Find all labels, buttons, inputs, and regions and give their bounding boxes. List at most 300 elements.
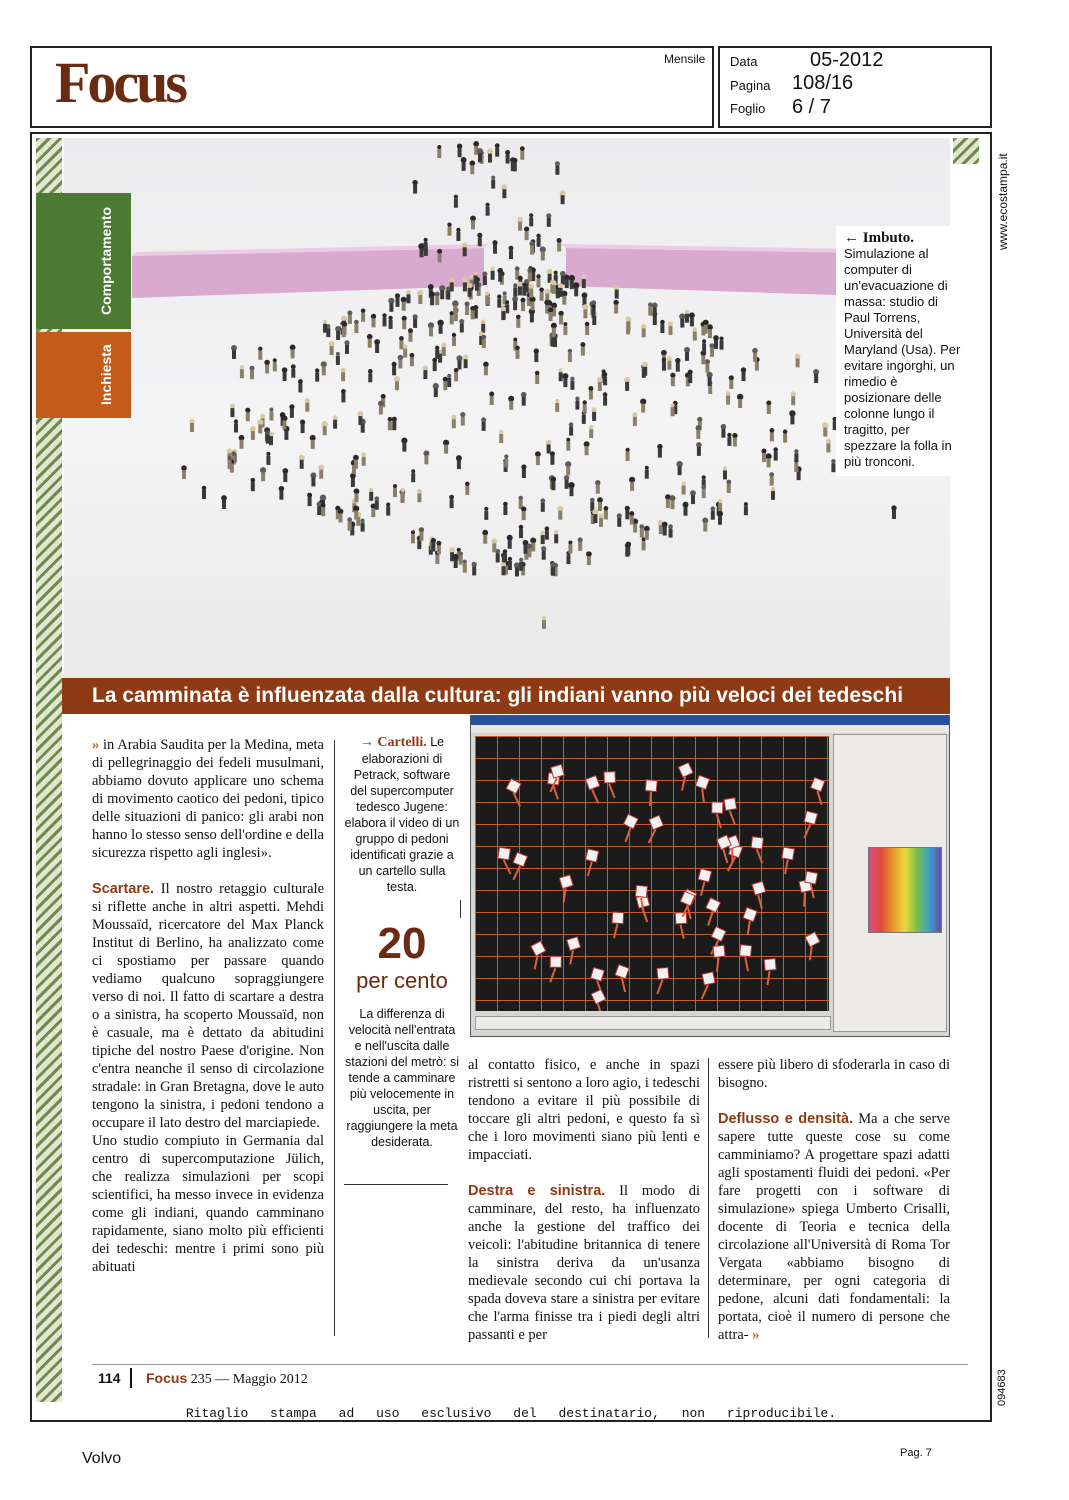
crowd-person-body: [410, 357, 414, 366]
crowd-person: [472, 562, 477, 567]
crowd-person: [551, 562, 556, 567]
crowd-person: [342, 322, 347, 327]
crowd-person-body: [478, 153, 482, 162]
crowd-person-body: [666, 499, 670, 508]
crowd-figures: [181, 141, 897, 629]
crowd-person-body: [317, 506, 321, 515]
crowd-person-body: [583, 405, 587, 414]
crowd-simulation-image: [64, 138, 950, 678]
crowd-person-body: [323, 426, 327, 435]
crowd-person: [723, 466, 727, 470]
crowd-person-body: [383, 317, 387, 326]
pedestrian-trajectory: [723, 849, 727, 863]
crowd-person-body: [411, 534, 415, 543]
crowd-person-body: [468, 288, 472, 297]
crowd-person-body: [465, 306, 469, 315]
crowd-person-body: [502, 566, 506, 575]
crowd-person: [336, 352, 340, 356]
crowd-person-body: [458, 148, 462, 157]
crowd-person: [770, 428, 775, 433]
crowd-person-body: [585, 326, 589, 335]
crowd-person-body: [341, 393, 345, 402]
crowd-person-body: [678, 466, 682, 475]
crowd-person-body: [401, 492, 405, 501]
crowd-person-body: [456, 232, 460, 241]
crowd-person-body: [282, 420, 286, 429]
pedestrian-trajectory: [702, 789, 704, 803]
crowd-person-body: [680, 319, 684, 328]
crowd-person-body: [461, 417, 465, 426]
crowd-person-body: [450, 315, 454, 324]
crowd-person: [555, 399, 559, 403]
crowd-person: [582, 275, 587, 280]
crowd-person-body: [726, 396, 730, 405]
crowd-person-body: [438, 253, 442, 262]
crowd-person-body: [770, 477, 774, 486]
crowd-person-body: [566, 442, 570, 451]
crowd-person-body: [794, 463, 798, 472]
crowd-person-body: [774, 452, 778, 461]
crowd-person-body: [361, 313, 365, 322]
crowd-person: [457, 144, 462, 149]
crowd-person: [460, 412, 465, 417]
crowd-person: [645, 466, 649, 470]
stat-value: 20: [377, 919, 427, 968]
stat-description: La differenza di velocità nell'entrata e nell'uscita dalle stazioni del metrò: si tende a camminare più velocemente in uscita, per raggiungere la meta desiderata.: [345, 1007, 459, 1149]
crowd-person: [521, 298, 526, 303]
crowd-person-body: [663, 527, 667, 536]
pedestrian-marker: [698, 869, 711, 882]
crowd-person-body: [323, 324, 327, 333]
crowd-person-body: [354, 511, 358, 520]
crowd-person: [228, 456, 232, 460]
crowd-person-body: [407, 294, 411, 303]
crowd-person: [709, 343, 714, 348]
crowd-person: [454, 368, 459, 373]
crowd-person-body: [471, 220, 475, 229]
crowd-person-body: [515, 568, 519, 577]
crowd-person: [551, 477, 556, 482]
crowd-person: [401, 488, 405, 492]
crowd-person-body: [474, 275, 478, 284]
crowd-person-body: [266, 435, 270, 444]
crowd-person-body: [599, 518, 603, 527]
crowd-person-body: [814, 374, 818, 383]
crowd-person: [446, 286, 450, 290]
crowd-person-body: [435, 296, 439, 305]
crowd-person-body: [519, 529, 523, 538]
crowd-person-body: [368, 373, 372, 382]
col3-paragraph-2: Il modo di camminare, del resto, ha influenzato anche la gestione del traffico dei veicoli: l'abitudine britannica di tenere la sinistra deriva da un'usanza medievale secondo cui chi portava la spada doveva stare a sinistra per evitare che l'arma finisse tra i piedi degli altri passanti e per: [468, 1183, 700, 1343]
crowd-person-body: [182, 470, 186, 479]
col4-paragraph-2: Ma a che serve sapere tutte queste cose su come camminiamo? A progettare spazi adatti agli spostamenti fluidi dei pedoni. «Per fare progetti con i software di simulazione» spiega Umberto Crisalli, docente di Teoria e tecnica della circolazione all'Università di Roma Tor Vergata «abbiamo bisogno di determinare, per ogni categoria di pedone, alcuni dati fondamentali: la portata, cioè il numero di persone che attra-: [718, 1111, 951, 1343]
pedestrian-trajectory: [535, 955, 538, 969]
crowd-person-body: [437, 149, 441, 158]
crowd-person: [333, 415, 338, 420]
crowd-person: [682, 482, 686, 486]
crowd-person: [546, 213, 551, 218]
crowd-person-body: [273, 362, 277, 371]
footer-issue: [146, 1370, 308, 1388]
crowd-person-body: [568, 353, 572, 362]
crowd-person-body: [454, 559, 458, 568]
pedestrian-markers: [498, 763, 825, 1011]
crowd-person-body: [392, 366, 396, 375]
pedestrian-trajectory: [622, 978, 625, 992]
clipping-notice: Ritaglio stampa ad uso esclusivo del destinatario, non riproducibile.: [185, 1406, 837, 1421]
crowd-person-body: [354, 324, 358, 333]
crowd-person-body: [358, 416, 362, 425]
crowd-person-body: [522, 511, 526, 520]
crowd-person: [392, 362, 397, 367]
control-panel: [833, 734, 947, 1032]
col3-paragraph-1: al contatto fisico, e anche in spazi ristretti si sentono a loro agio, i tedeschi tendono a evitare il più possibile di toccare gli altri pedoni, e questo fa sì che i loro movimenti siano più lenti e impacciati.: [468, 1057, 700, 1163]
crowd-person-body: [450, 282, 454, 291]
crowd-person: [575, 397, 579, 401]
crowd-person: [614, 285, 619, 290]
crowd-person-body: [557, 243, 561, 252]
stat-rule: [344, 1184, 448, 1185]
crowd-person: [477, 233, 482, 238]
crowd-person-body: [753, 353, 757, 362]
crowd-person-body: [269, 412, 273, 421]
section-tab-inchiesta: [36, 332, 131, 418]
crowd-person: [629, 511, 634, 516]
pedestrian-marker: [506, 779, 521, 794]
crowd-person-body: [552, 328, 556, 337]
crowd-person-body: [633, 524, 637, 533]
crowd-person: [626, 448, 630, 452]
pedestrian-marker: [531, 941, 546, 956]
crowd-person-body: [478, 237, 482, 246]
crowd-person-body: [463, 564, 467, 573]
crowd-person: [719, 337, 723, 341]
crowd-person: [657, 444, 662, 449]
crowd-person: [536, 274, 540, 278]
crowd-person: [558, 283, 564, 289]
crowd-person: [190, 419, 195, 424]
crowd-person-body: [258, 351, 262, 360]
pedestrian-marker: [805, 932, 820, 947]
crowd-person: [583, 400, 587, 404]
crowd-person: [662, 358, 666, 362]
crowd-person-body: [403, 349, 407, 358]
crowd-person-body: [463, 247, 467, 256]
crowd-person: [230, 404, 235, 409]
crowd-person-body: [492, 543, 496, 552]
crowd-person-body: [671, 500, 675, 509]
crowd-person: [795, 354, 801, 360]
crowd-person: [347, 311, 352, 316]
crowd-person: [361, 309, 366, 314]
hero-caption: [836, 226, 966, 476]
crowd-person-body: [348, 522, 352, 531]
crowd-person-body: [413, 185, 417, 194]
crowd-person: [181, 465, 187, 471]
crowd-person: [660, 320, 665, 325]
crowd-person: [675, 358, 680, 363]
crowd-person: [361, 519, 365, 523]
crowd-person-body: [589, 429, 593, 438]
crowd-person-body: [251, 431, 255, 440]
pedestrian-marker: [695, 775, 709, 789]
crowd-person: [491, 176, 495, 180]
crowd-person: [513, 338, 517, 342]
crowd-person: [315, 368, 319, 372]
crowd-person: [668, 524, 673, 529]
crowd-person-body: [481, 324, 485, 333]
pedestrian-trajectory: [701, 882, 705, 896]
crowd-person-body: [261, 472, 265, 481]
pedestrian-trajectory: [757, 849, 763, 863]
crowd-person-body: [497, 299, 501, 308]
crowd-person: [266, 430, 270, 434]
crowd-person-body: [554, 534, 558, 543]
pedestrian-marker: [551, 764, 565, 778]
pedestrian-trajectory: [811, 884, 814, 898]
crowd-person-body: [462, 162, 466, 171]
crowd-person: [766, 401, 771, 406]
pedestrian-trajectory: [687, 905, 690, 919]
crowd-person: [536, 234, 540, 238]
crowd-person: [527, 544, 532, 549]
crowd-person: [503, 291, 507, 295]
crowd-person-body: [418, 295, 422, 304]
crowd-person-body: [542, 551, 546, 560]
crowd-person-body: [565, 480, 569, 489]
crowd-person: [240, 365, 244, 369]
crowd-person-body: [583, 309, 587, 318]
crowd-person-body: [783, 434, 787, 443]
crowd-person-body: [826, 443, 830, 452]
crowd-person-body: [495, 148, 499, 157]
footer-rule: [92, 1364, 968, 1365]
crowd-person-body: [503, 554, 507, 563]
crowd-person: [693, 327, 697, 331]
crowd-person-body: [439, 325, 443, 334]
crowd-person: [534, 348, 539, 353]
crowd-person-body: [522, 397, 526, 406]
crowd-person: [598, 513, 603, 518]
document-page: Pag. 7: [900, 1447, 932, 1459]
crowd-person: [551, 280, 556, 285]
crowd-person-body: [396, 298, 400, 307]
crowd-person-body: [702, 343, 706, 352]
crowd-person-body: [714, 340, 718, 349]
crowd-person-body: [457, 460, 461, 469]
crowd-person-body: [490, 396, 494, 405]
crowd-person-body: [659, 525, 663, 534]
crowd-person: [450, 311, 454, 315]
crowd-person: [762, 449, 767, 454]
petrack-screenshot: [470, 715, 950, 1037]
pedestrian-trajectory: [564, 888, 566, 902]
crowd-person: [443, 377, 448, 382]
page-number: 114: [98, 1370, 121, 1386]
crowd-person-body: [251, 482, 255, 491]
footer-issue-text: 235 — Maggio 2012: [190, 1372, 308, 1387]
crowd-person-body: [424, 455, 428, 464]
crowd-person-body: [733, 438, 737, 447]
crowd-person: [375, 496, 380, 501]
crowd-person: [501, 306, 507, 312]
crowd-person: [701, 485, 706, 490]
crowd-person: [300, 420, 305, 425]
crowd-person-body: [585, 446, 589, 455]
crowd-person: [688, 370, 693, 375]
crowd-person: [625, 506, 630, 511]
article-column-3: [468, 1056, 700, 1344]
crowd-person-body: [794, 453, 798, 462]
crowd-person: [732, 433, 737, 438]
crowd-person-body: [393, 488, 397, 497]
cartelli-caption: [344, 734, 460, 895]
crowd-person: [266, 452, 270, 456]
crowd-person-body: [341, 372, 345, 381]
crowd-person-body: [598, 382, 602, 391]
crowd-person: [517, 217, 523, 223]
crowd-person-body: [234, 424, 238, 433]
crowd-person-body: [738, 399, 742, 408]
crowd-person: [617, 513, 622, 518]
crowd-person: [435, 292, 440, 297]
section-tab-comportamento: [36, 193, 131, 329]
crowd-person: [402, 316, 407, 321]
crowd-person-body: [537, 278, 541, 287]
crowd-person-body: [444, 445, 448, 454]
col1-lead-scartare: Scartare.: [92, 881, 155, 897]
crowd-person-body: [603, 376, 607, 385]
crowd-person-body: [625, 510, 629, 519]
pedestrian-trajectory: [682, 777, 685, 791]
pedestrian-trajectory: [570, 950, 573, 964]
crowd-person: [826, 439, 831, 444]
crowd-person: [344, 340, 349, 345]
crowd-person: [670, 373, 675, 378]
crowd-person-body: [559, 372, 563, 381]
crowd-person: [569, 422, 574, 427]
crowd-person: [503, 502, 508, 507]
pedestrian-marker: [615, 965, 629, 979]
crowd-person-body: [232, 350, 236, 359]
crowd-person: [447, 374, 451, 378]
pedestrian-trajectory: [681, 925, 684, 939]
crowd-person: [459, 552, 463, 556]
pedestrian-marker: [623, 814, 638, 829]
crowd-person-body: [708, 385, 712, 394]
crowd-person-body: [563, 378, 567, 387]
section-tab-inchiesta-label: Inchiesta: [98, 344, 114, 406]
pedestrian-trajectory: [598, 1003, 602, 1011]
crowd-person-body: [339, 514, 343, 523]
crowd-person: [258, 347, 262, 351]
crowd-person-body: [643, 367, 647, 376]
crowd-person: [386, 503, 390, 507]
pedestrian-trajectory: [649, 829, 656, 843]
crowd-person-body: [658, 449, 662, 458]
pedestrian-marker: [782, 847, 795, 860]
crowd-person-body: [513, 301, 517, 310]
foglio-value: 6 / 7: [792, 96, 831, 118]
crowd-person: [307, 493, 312, 498]
crowd-person-body: [368, 339, 372, 348]
crowd-person: [744, 502, 748, 506]
crowd-person-body: [402, 302, 406, 311]
crowd-person-body: [375, 344, 379, 353]
crowd-person: [578, 537, 583, 542]
crowd-person: [518, 496, 523, 501]
crowd-person-body: [443, 381, 447, 390]
pedestrian-trajectory: [804, 893, 805, 907]
crowd-person: [505, 150, 510, 155]
crowd-person-body: [710, 348, 714, 357]
crowd-person: [483, 362, 489, 368]
crowd-person: [568, 541, 572, 545]
crowd-person-body: [361, 523, 365, 532]
pedestrian-trajectory: [717, 814, 721, 828]
crowd-person-body: [431, 543, 435, 552]
crowd-person-body: [796, 358, 800, 367]
crowd-person: [465, 302, 470, 307]
crowd-person: [269, 408, 273, 412]
crowd-person-body: [570, 487, 574, 496]
crowd-person-body: [671, 407, 675, 416]
crowd-person: [412, 180, 417, 185]
crowd-person: [492, 240, 497, 245]
pedestrian-marker: [567, 937, 581, 951]
crowd-person: [566, 438, 570, 442]
ecostampa-url: www.ecostampa.it: [996, 153, 1010, 250]
crowd-person: [435, 346, 439, 350]
crowd-person-body: [704, 325, 708, 334]
hatched-corner: [953, 138, 979, 164]
crowd-person-body: [569, 427, 573, 436]
crowd-person-body: [395, 381, 399, 390]
crowd-person-body: [413, 319, 417, 328]
crowd-person-body: [471, 310, 475, 319]
window-menubar: [471, 725, 949, 733]
crowd-person-body: [630, 482, 634, 491]
crowd-person-body: [541, 252, 545, 261]
crowd-person-body: [483, 276, 487, 285]
crowd-person: [451, 415, 456, 420]
pedestrian-trajectory: [609, 784, 614, 798]
pedestrian-trajectory: [650, 792, 651, 806]
crowd-person-body: [642, 541, 646, 550]
pedestrian-marker: [604, 772, 615, 783]
crowd-person-body: [230, 408, 234, 417]
crowd-person-body: [250, 370, 254, 379]
crowd-person-body: [645, 470, 649, 479]
pedestrian-trajectory: [592, 789, 598, 803]
crowd-person-body: [279, 491, 283, 500]
crowd-person-body: [566, 466, 570, 475]
article-column-1: [92, 736, 324, 1276]
crowd-person-body: [482, 422, 486, 431]
pedestrian-marker: [711, 927, 726, 942]
crowd-person-body: [190, 423, 194, 432]
crowd-person-body: [311, 440, 315, 449]
crowd-person-body: [399, 340, 403, 349]
pedestrian-marker: [635, 885, 647, 897]
crowd-person-body: [499, 434, 503, 443]
crowd-person-body: [330, 346, 334, 355]
crowd-person: [668, 321, 673, 326]
col1-paragraph-3: Uno studio compiuto in Germania dal centro di supercomputazione Jülich, che realizza simulazioni per scopi scientifici, ha messo invece in evidenza come gli indiani, quando camminano rapidamente, siano molto più efficienti dei tedeschi: mentre i primi sono più abituati: [92, 1133, 324, 1275]
crowd-person: [529, 213, 533, 217]
crowd-person-body: [604, 510, 608, 519]
crowd-person-body: [551, 481, 555, 490]
